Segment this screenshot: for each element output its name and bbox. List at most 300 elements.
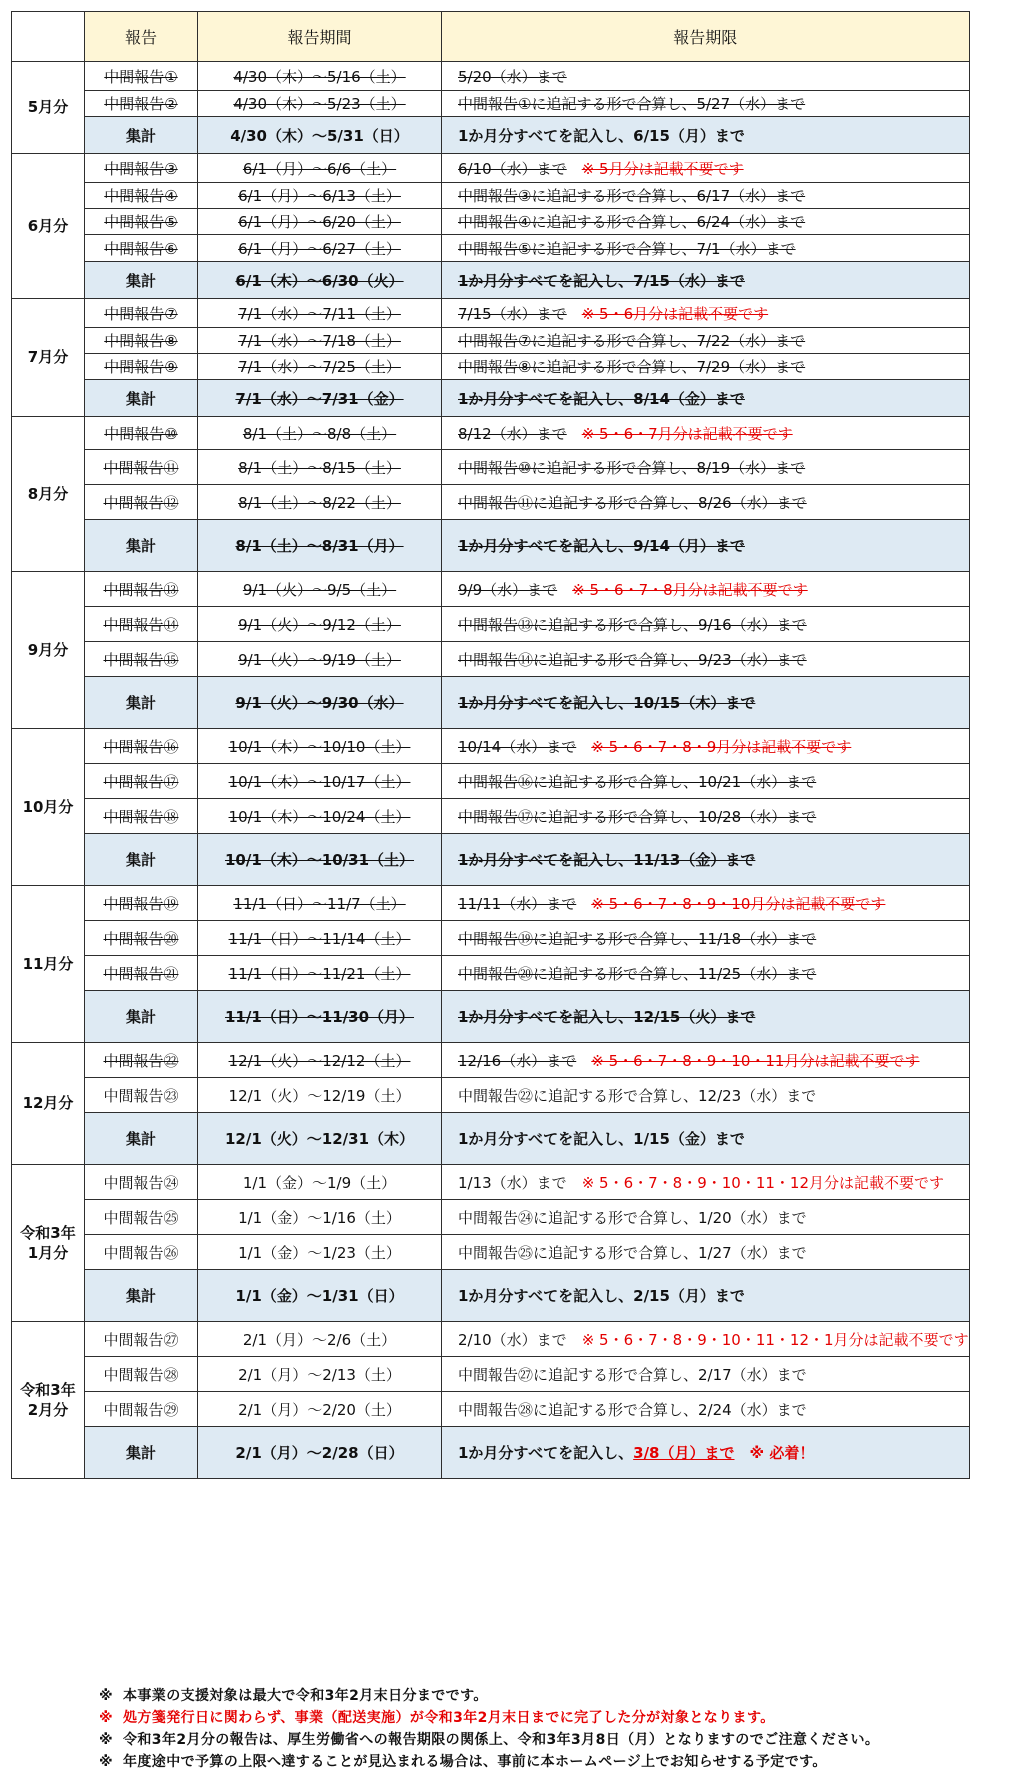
report-period-cell <box>198 209 442 235</box>
report-deadline: 中間報告①に追記する形で合算し、5/27（水）まで <box>458 95 806 113</box>
report-period-cell <box>198 450 442 485</box>
report-period-cell <box>198 354 442 380</box>
report-period-cell <box>198 886 442 921</box>
footnote-text: 令和3年2月分の報告は、厚生労働省への報告期限の関係上、令和3年3月8日（月）となりますのでご注意ください。 <box>123 1732 880 1748</box>
report-period: 8/1（土）～8/31（月） <box>235 537 404 555</box>
report-name-cell <box>85 1357 198 1392</box>
report-deadline: 1か月分すべてを記入し、12/15（火）まで <box>458 1008 756 1026</box>
table-row <box>12 209 970 235</box>
report-deadline-cell <box>442 1200 970 1235</box>
report-name: 中間報告⑤ <box>104 213 178 231</box>
month-cell <box>12 417 85 572</box>
report-period-cell <box>198 520 442 572</box>
report-deadline: 中間報告㉔に追記する形で合算し、1/20（水）まで <box>458 1208 807 1227</box>
report-deadline-cell <box>442 956 970 991</box>
header-corner <box>12 12 85 62</box>
report-deadline: 中間報告⑧に追記する形で合算し、7/29（水）まで <box>458 358 806 376</box>
report-period-cell <box>198 642 442 677</box>
report-period: 10/1（木）～10/10（土） <box>228 737 411 756</box>
report-deadline-cell <box>442 1357 970 1392</box>
report-name-cell <box>85 956 198 991</box>
report-deadline-cell <box>442 299 970 328</box>
report-deadline: 1/13（水）まで <box>458 1173 567 1192</box>
report-schedule-table <box>11 11 970 1479</box>
report-note: ※ 5・6・7・8・9月分は記載不要です <box>591 737 852 756</box>
report-deadline: 1か月分すべてを記入し、10/15（木）まで <box>458 694 756 712</box>
table-row <box>12 1392 970 1427</box>
report-period: 4/30（木）～5/31（日） <box>230 126 409 145</box>
report-deadline-cell <box>442 380 970 417</box>
report-name: 中間報告① <box>104 67 178 86</box>
report-period: 12/1（火）～12/12（土） <box>228 1051 411 1070</box>
report-period: 9/1（火）～9/12（土） <box>238 615 401 634</box>
report-period-cell <box>198 1200 442 1235</box>
report-period-cell <box>198 1113 442 1165</box>
month-cell <box>12 299 85 417</box>
report-deadline-cell <box>442 62 970 91</box>
report-name: 中間報告⑫ <box>103 493 179 512</box>
total-row <box>12 834 970 886</box>
report-period: 1/1（金）～1/31（日） <box>235 1287 404 1305</box>
report-deadline-cell <box>442 991 970 1043</box>
report-period: 11/1（日）～11/30（月） <box>224 1008 415 1026</box>
report-name-cell <box>85 1322 198 1357</box>
report-name-cell <box>85 1392 198 1427</box>
report-name: 中間報告⑦ <box>104 304 178 323</box>
total-row <box>12 677 970 729</box>
report-name: 集計 <box>125 126 156 145</box>
report-name: 中間報告⑪ <box>103 458 179 477</box>
report-note: ※ 5月分は記載不要です <box>581 159 744 178</box>
report-period-cell <box>198 572 442 607</box>
report-period-cell <box>198 834 442 886</box>
report-name-cell <box>85 91 198 117</box>
month-label: 令和3年 <box>20 1223 76 1242</box>
report-deadline-cell <box>442 729 970 764</box>
report-name-cell <box>85 328 198 354</box>
report-name: 集計 <box>125 694 156 712</box>
report-period: 6/1（月）～6/20（土） <box>238 213 401 231</box>
table-row <box>12 1043 970 1078</box>
report-name: 集計 <box>125 271 156 290</box>
report-name-cell <box>85 117 198 154</box>
report-deadline: 中間報告④に追記する形で合算し、6/24（水）まで <box>458 213 806 231</box>
report-name-cell <box>85 607 198 642</box>
report-deadline-cell <box>442 183 970 209</box>
report-period: 12/1（火）～12/31（木） <box>224 1130 415 1148</box>
table-row <box>12 183 970 209</box>
report-period-cell <box>198 956 442 991</box>
report-period-cell <box>198 1235 442 1270</box>
month-label: 令和3年 <box>20 1380 76 1399</box>
report-period-cell <box>198 262 442 299</box>
footnote-line <box>99 1685 879 1707</box>
table-row <box>12 62 970 91</box>
report-name: 中間報告㉘ <box>103 1365 179 1384</box>
report-name: 中間報告② <box>104 95 178 113</box>
report-name: 中間報告⑮ <box>103 650 179 669</box>
report-deadline: 1か月分すべてを記入し、6/15（月）まで <box>458 126 745 145</box>
month-cell <box>12 1322 85 1479</box>
report-period: 9/1（火）～9/30（水） <box>235 694 404 712</box>
report-name-cell <box>85 834 198 886</box>
report-deadline-cell <box>442 677 970 729</box>
report-period-cell <box>198 677 442 729</box>
table-row <box>12 154 970 183</box>
report-period: 6/1（月）～6/6（土） <box>242 159 397 178</box>
table-row <box>12 299 970 328</box>
report-name-cell <box>85 183 198 209</box>
report-deadline: 11/11（水）まで <box>458 894 577 913</box>
table-row <box>12 729 970 764</box>
total-row <box>12 991 970 1043</box>
report-deadline: 2/10（水）まで <box>458 1330 567 1349</box>
month-cell <box>12 1165 85 1322</box>
report-deadline: 6/10（水）まで <box>458 159 567 178</box>
report-deadline: 中間報告③に追記する形で合算し、6/17（水）まで <box>458 187 806 205</box>
report-period-cell <box>198 1357 442 1392</box>
table-row <box>12 1078 970 1113</box>
report-name: 中間報告㉙ <box>103 1400 179 1419</box>
report-deadline: 中間報告⑲に追記する形で合算し、11/18（水）まで <box>458 929 817 948</box>
report-period-cell <box>198 607 442 642</box>
report-name: 集計 <box>125 389 156 408</box>
footnote-mark: ※ <box>99 1688 114 1704</box>
report-name-cell <box>85 209 198 235</box>
report-deadline-cell <box>442 1165 970 1200</box>
report-deadline-cell <box>442 328 970 354</box>
report-period-cell <box>198 1078 442 1113</box>
table-row <box>12 886 970 921</box>
report-name-cell <box>85 677 198 729</box>
report-period: 2/1（月）～2/28（日） <box>235 1444 404 1462</box>
total-row <box>12 1113 970 1165</box>
report-deadline: 5/20（水）まで <box>458 67 567 86</box>
report-deadline: 中間報告⑦に追記する形で合算し、7/22（水）まで <box>458 332 806 350</box>
report-name: 中間報告⑭ <box>103 615 179 634</box>
footnote-mark: ※ <box>99 1732 114 1748</box>
report-period: 1/1（金）～1/9（土） <box>242 1173 397 1192</box>
report-deadline: 中間報告㉕に追記する形で合算し、1/27（水）まで <box>458 1243 807 1262</box>
month-label: 9月分 <box>27 640 69 659</box>
report-name-cell <box>85 520 198 572</box>
report-period-cell <box>198 299 442 328</box>
report-period: 8/1（土）～8/22（土） <box>238 493 401 512</box>
report-period-cell <box>198 1270 442 1322</box>
report-period: 2/1（月）～2/6（土） <box>242 1330 397 1349</box>
report-period: 7/1（水）～7/11（土） <box>238 304 401 323</box>
report-name-cell <box>85 1113 198 1165</box>
report-note: ※ 5・6・7・8・9・10月分は記載不要です <box>591 894 886 913</box>
report-period: 7/1（水）～7/31（金） <box>235 389 404 408</box>
report-period: 10/1（木）～10/31（土） <box>224 851 415 869</box>
report-deadline-cell <box>442 886 970 921</box>
report-deadline: 中間報告⑩に追記する形で合算し、8/19（水）まで <box>458 458 806 477</box>
month-label: 7月分 <box>27 348 69 367</box>
table-row <box>12 1357 970 1392</box>
month-label: 10月分 <box>22 797 74 816</box>
report-period: 12/1（火）～12/19（土） <box>228 1086 411 1105</box>
report-name-cell <box>85 729 198 764</box>
table-row <box>12 921 970 956</box>
report-note: ※ 5・6・7・8・9・10・11月分は記載不要です <box>591 1051 920 1070</box>
deadline-must-arrive: ※ 必着！ <box>749 1444 815 1462</box>
report-name-cell <box>85 764 198 799</box>
report-name: 中間報告⑯ <box>103 737 179 756</box>
month-label: 12月分 <box>22 1094 74 1113</box>
report-period-cell <box>198 485 442 520</box>
table-row <box>12 956 970 991</box>
month-label: 5月分 <box>27 98 69 117</box>
report-period: 8/1（土）～8/15（土） <box>238 458 401 477</box>
report-name: 中間報告⑱ <box>103 807 179 826</box>
total-row <box>12 520 970 572</box>
month-cell <box>12 154 85 299</box>
report-deadline-cell <box>442 154 970 183</box>
table-header-row <box>12 12 970 62</box>
month-cell <box>12 572 85 729</box>
report-period-cell <box>198 764 442 799</box>
report-deadline-cell <box>442 1392 970 1427</box>
report-deadline: 中間報告⑪に追記する形で合算し、8/26（水）まで <box>458 493 807 512</box>
report-name-cell <box>85 450 198 485</box>
report-deadline-cell <box>442 1427 970 1479</box>
report-period-cell <box>198 183 442 209</box>
report-name-cell <box>85 235 198 262</box>
month-label: 11月分 <box>22 954 74 973</box>
report-period: 2/1（月）～2/20（土） <box>238 1400 401 1419</box>
footnote-line <box>99 1729 879 1751</box>
report-period: 10/1（木）～10/17（土） <box>228 772 411 791</box>
report-name: 中間報告⑨ <box>104 358 178 376</box>
report-name: 中間報告③ <box>104 159 178 178</box>
report-name-cell <box>85 485 198 520</box>
report-note: ※ 5・6・7・8・9・10・11・12月分は記載不要です <box>581 1173 945 1192</box>
report-deadline: 中間報告⑯に追記する形で合算し、10/21（水）まで <box>458 772 817 791</box>
report-deadline-cell <box>442 1113 970 1165</box>
report-name: 集計 <box>125 851 156 869</box>
month-cell <box>12 1043 85 1165</box>
report-deadline: 1か月分すべてを記入し、7/15（水）まで <box>458 271 745 290</box>
report-deadline-cell <box>442 1043 970 1078</box>
report-deadline-cell <box>442 834 970 886</box>
report-name: 中間報告⑩ <box>104 424 178 443</box>
report-deadline-cell <box>442 485 970 520</box>
report-deadline-cell <box>442 1235 970 1270</box>
report-deadline-cell <box>442 235 970 262</box>
footnote-text: 年度途中で予算の上限へ達することが見込まれる場合は、事前に本ホームページ上でお知らせする予定です。 <box>123 1754 827 1770</box>
report-period-cell <box>198 729 442 764</box>
report-period: 6/1（木）～6/30（火） <box>235 271 404 290</box>
report-name-cell <box>85 1427 198 1479</box>
report-period: 1/1（金）～1/23（土） <box>238 1243 401 1262</box>
footnote-text: 処方箋発行日に関わらず、事業（配送実施）が令和3年2月末日までに完了した分が対象となります。 <box>123 1710 775 1726</box>
report-deadline-cell <box>442 1078 970 1113</box>
report-period: 11/1（日）～11/14（土） <box>228 929 411 948</box>
footnote-mark: ※ <box>99 1754 114 1770</box>
report-name-cell <box>85 354 198 380</box>
month-label: 2月分 <box>27 1401 69 1419</box>
table-row <box>12 1235 970 1270</box>
report-period-cell <box>198 117 442 154</box>
report-name-cell <box>85 417 198 450</box>
table-row <box>12 91 970 117</box>
report-deadline-cell <box>442 572 970 607</box>
report-note: ※ 5・6月分は記載不要です <box>581 304 769 323</box>
report-deadline: 中間報告⑤に追記する形で合算し、7/1（水）まで <box>458 239 796 258</box>
report-deadline: 1か月分すべてを記入し、8/14（金）まで <box>458 389 745 408</box>
report-period: 4/30（木）～5/16（土） <box>233 67 406 86</box>
table-row <box>12 1165 970 1200</box>
report-deadline: 1か月分すべてを記入し、 <box>458 1444 634 1462</box>
report-name-cell <box>85 886 198 921</box>
report-period: 7/1（水）～7/25（土） <box>238 358 401 376</box>
report-deadline: 1か月分すべてを記入し、9/14（月）まで <box>458 537 745 555</box>
header-deadline: 報告期限 <box>442 12 970 62</box>
report-period-cell <box>198 991 442 1043</box>
report-name-cell <box>85 642 198 677</box>
month-label: 8月分 <box>27 484 69 503</box>
report-deadline-cell <box>442 607 970 642</box>
table-row <box>12 417 970 450</box>
report-name: 中間報告⑲ <box>103 894 179 913</box>
report-deadline-cell <box>442 764 970 799</box>
deadline-highlight: 3/8（月）まで <box>633 1444 735 1462</box>
report-deadline: 8/12（水）まで <box>458 424 567 443</box>
report-period-cell <box>198 1427 442 1479</box>
table-row <box>12 1200 970 1235</box>
report-note: ※ 5・6・7・8・9・10・11・12・1月分は記載不要です <box>581 1330 969 1349</box>
report-period-cell <box>198 328 442 354</box>
table-row <box>12 799 970 834</box>
report-name-cell <box>85 62 198 91</box>
report-deadline-cell <box>442 921 970 956</box>
table-row <box>12 642 970 677</box>
report-name: 集計 <box>125 537 156 555</box>
report-deadline: 9/9（水）まで <box>458 580 558 599</box>
report-deadline-cell <box>442 799 970 834</box>
report-name: 中間報告⑧ <box>104 332 178 350</box>
report-deadline-cell <box>442 209 970 235</box>
report-name-cell <box>85 921 198 956</box>
table-row <box>12 764 970 799</box>
report-name-cell <box>85 572 198 607</box>
report-deadline-cell <box>442 520 970 572</box>
report-deadline-cell <box>442 450 970 485</box>
report-period-cell <box>198 380 442 417</box>
report-note: ※ 5・6・7月分は記載不要です <box>581 424 793 443</box>
report-period-cell <box>198 1322 442 1357</box>
report-name: 中間報告㉑ <box>103 964 179 983</box>
total-row <box>12 1427 970 1479</box>
report-period: 6/1（月）～6/13（土） <box>238 187 401 205</box>
report-name-cell <box>85 1200 198 1235</box>
report-deadline-cell <box>442 262 970 299</box>
month-cell <box>12 886 85 1043</box>
report-deadline: 中間報告⑳に追記する形で合算し、11/25（水）まで <box>458 964 817 983</box>
report-deadline: 1か月分すべてを記入し、11/13（金）まで <box>458 851 756 869</box>
report-deadline-cell <box>442 91 970 117</box>
header-period: 報告期間 <box>198 12 442 62</box>
month-label: 6月分 <box>27 216 69 235</box>
report-name-cell <box>85 1270 198 1322</box>
report-period: 7/1（水）～7/18（土） <box>238 332 401 350</box>
footnote-line <box>99 1707 879 1729</box>
report-name: 中間報告⑬ <box>103 580 179 599</box>
report-deadline: 7/15（水）まで <box>458 304 567 323</box>
total-row <box>12 117 970 154</box>
report-deadline-cell <box>442 117 970 154</box>
report-name: 中間報告⑰ <box>103 772 179 791</box>
report-deadline-cell <box>442 1322 970 1357</box>
report-deadline: 1か月分すべてを記入し、1/15（金）まで <box>458 1130 745 1148</box>
footnote-mark: ※ <box>99 1710 114 1726</box>
report-deadline-cell <box>442 642 970 677</box>
report-deadline-cell <box>442 354 970 380</box>
report-name-cell <box>85 1078 198 1113</box>
report-name: 中間報告㉓ <box>103 1086 179 1105</box>
report-name-cell <box>85 262 198 299</box>
report-name-cell <box>85 299 198 328</box>
report-name: 中間報告㉗ <box>103 1330 179 1349</box>
report-period: 2/1（月）～2/13（土） <box>238 1365 401 1384</box>
report-name-cell <box>85 991 198 1043</box>
total-row <box>12 380 970 417</box>
report-period-cell <box>198 799 442 834</box>
report-deadline: 中間報告⑰に追記する形で合算し、10/28（水）まで <box>458 807 817 826</box>
table-row <box>12 235 970 262</box>
report-name-cell <box>85 1235 198 1270</box>
report-period-cell <box>198 154 442 183</box>
report-name: 中間報告㉒ <box>103 1051 179 1070</box>
table-row <box>12 328 970 354</box>
report-name: 集計 <box>125 1444 156 1462</box>
report-period: 10/1（木）～10/24（土） <box>228 807 411 826</box>
report-period: 11/1（日）～11/7（土） <box>233 894 406 913</box>
header-report: 報告 <box>85 12 198 62</box>
report-period: 9/1（火）～9/19（土） <box>238 650 401 669</box>
report-name-cell <box>85 154 198 183</box>
report-period: 8/1（土）～8/8（土） <box>242 424 397 443</box>
table-row <box>12 1322 970 1357</box>
report-deadline: 中間報告㉒に追記する形で合算し、12/23（水）まで <box>458 1086 817 1105</box>
report-deadline: 中間報告㉘に追記する形で合算し、2/24（水）まで <box>458 1400 807 1419</box>
report-name: 中間報告⑥ <box>104 239 178 258</box>
report-name: 中間報告㉔ <box>103 1173 179 1192</box>
report-deadline-cell <box>442 1270 970 1322</box>
table-row <box>12 607 970 642</box>
report-period-cell <box>198 91 442 117</box>
report-period: 11/1（日）～11/21（土） <box>228 964 411 983</box>
report-name-cell <box>85 380 198 417</box>
report-period: 6/1（月）～6/27（土） <box>238 239 401 258</box>
report-deadline: 1か月分すべてを記入し、2/15（月）まで <box>458 1287 745 1305</box>
footnotes <box>99 1685 879 1773</box>
table-row <box>12 485 970 520</box>
report-deadline-cell <box>442 417 970 450</box>
report-period-cell <box>198 921 442 956</box>
report-name: 集計 <box>125 1130 156 1148</box>
report-name: 集計 <box>125 1008 156 1026</box>
total-row <box>12 262 970 299</box>
report-name-cell <box>85 799 198 834</box>
report-deadline: 中間報告⑭に追記する形で合算し、9/23（水）まで <box>458 650 807 669</box>
report-period: 9/1（火）～9/5（土） <box>242 580 397 599</box>
report-period-cell <box>198 1043 442 1078</box>
table-body <box>12 62 970 1479</box>
report-name: 集計 <box>125 1287 156 1305</box>
report-name: 中間報告㉕ <box>103 1208 179 1227</box>
